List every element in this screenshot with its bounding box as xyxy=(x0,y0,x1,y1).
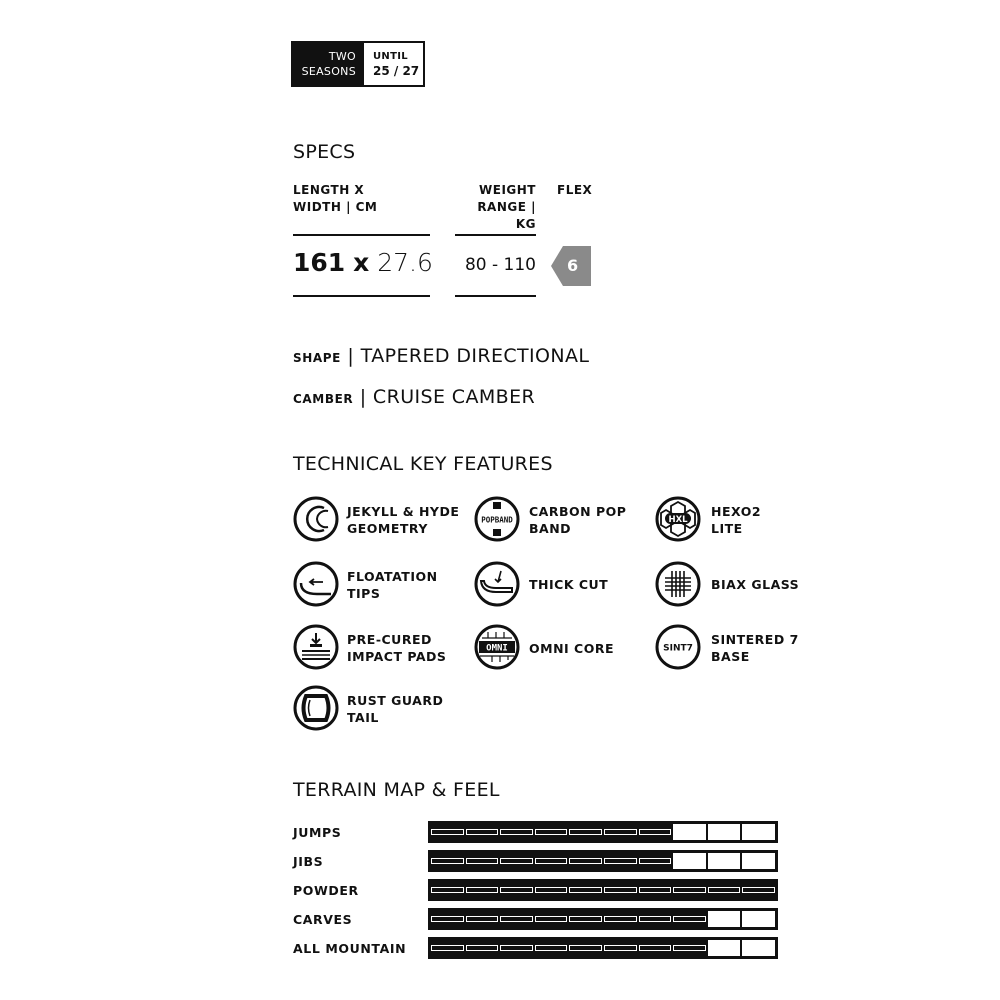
terrain-label-jumps: JUMPS xyxy=(293,825,342,840)
feature-line2: BASE xyxy=(711,649,750,664)
terrain-segment-filled xyxy=(673,882,706,898)
thick-cut-icon xyxy=(474,561,520,607)
weight-bottom-rule xyxy=(455,295,536,297)
flex-badge xyxy=(551,246,591,286)
sintered-base-icon xyxy=(655,624,701,670)
feature-line1: JEKYLL & HYDE xyxy=(347,504,460,519)
badge-line2: SEASONS xyxy=(301,65,356,78)
terrain-segment-empty xyxy=(708,824,741,840)
width-value: 27.6 xyxy=(377,248,433,277)
terrain-segment-empty xyxy=(708,911,741,927)
omni-icon-text: OMNI xyxy=(486,643,508,654)
badge-line1: TWO xyxy=(328,50,356,63)
terrain-segment-filled xyxy=(500,824,533,840)
feature-line1: CARBON POP xyxy=(529,504,627,519)
terrain-segment-filled xyxy=(431,911,464,927)
feature-rust-guard xyxy=(347,692,443,726)
flex-value: 6 xyxy=(567,256,579,275)
terrain-segment-filled xyxy=(673,911,706,927)
terrain-segment-filled xyxy=(535,853,568,869)
specs-title: SPECS xyxy=(293,141,356,163)
features-title: TECHNICAL KEY FEATURES xyxy=(293,453,553,475)
floatation-tips-icon xyxy=(293,561,339,607)
terrain-segment-filled xyxy=(466,853,499,869)
badge-until xyxy=(364,43,423,85)
jekyll-hyde-icon xyxy=(293,496,339,542)
size-label xyxy=(293,182,377,216)
terrain-segment-filled xyxy=(604,911,637,927)
feature-sintered-base xyxy=(711,631,799,665)
terrain-segment-empty xyxy=(742,824,775,840)
feature-hexo2-lite xyxy=(711,503,761,537)
terrain-segment-filled xyxy=(708,882,741,898)
weight-label-line2: RANGE | KG xyxy=(477,200,536,231)
feature-line2: TAIL xyxy=(347,710,379,725)
weight-label xyxy=(455,182,536,233)
feature-line2: BAND xyxy=(529,521,572,536)
size-value xyxy=(293,248,433,277)
terrain-segment-filled xyxy=(639,853,672,869)
biax-glass-icon xyxy=(655,561,701,607)
terrain-segment-filled xyxy=(466,940,499,956)
feature-line2: LITE xyxy=(711,521,743,536)
feature-line1: SINTERED 7 xyxy=(711,632,799,647)
terrain-segment-filled xyxy=(673,940,706,956)
feature-line1: FLOATATION xyxy=(347,569,438,584)
terrain-segment-filled xyxy=(639,911,672,927)
season-badge xyxy=(291,41,425,87)
weight-top-rule xyxy=(455,234,536,236)
terrain-segment-empty xyxy=(742,853,775,869)
feature-line1: RUST GUARD xyxy=(347,693,444,708)
terrain-segment-empty xyxy=(673,824,706,840)
badge-until-label: UNTIL xyxy=(373,51,408,62)
weight-label-line1: WEIGHT xyxy=(479,183,536,197)
camber-label: CAMBER xyxy=(293,392,354,406)
hexo2-icon-text: HXL xyxy=(668,514,688,525)
size-label-line2: WIDTH | CM xyxy=(293,200,378,214)
terrain-segment-filled xyxy=(604,824,637,840)
terrain-segment-filled xyxy=(431,824,464,840)
shape-row xyxy=(293,345,589,367)
terrain-segment-empty xyxy=(742,940,775,956)
terrain-segment-filled xyxy=(604,940,637,956)
size-top-rule xyxy=(293,234,430,236)
terrain-segment-filled xyxy=(604,882,637,898)
badge-two-seasons xyxy=(293,43,364,85)
terrain-label-powder: POWDER xyxy=(293,883,359,898)
terrain-segment-filled xyxy=(431,882,464,898)
terrain-segment-filled xyxy=(639,824,672,840)
camber-row xyxy=(293,386,535,408)
terrain-segment-filled xyxy=(431,853,464,869)
feature-line1: OMNI CORE xyxy=(529,641,614,656)
feature-line1: BIAX GLASS xyxy=(711,577,800,592)
terrain-segment-empty xyxy=(708,853,741,869)
feature-line2: IMPACT PADS xyxy=(347,649,447,664)
sint7-icon-text: SINT7 xyxy=(663,643,693,654)
terrain-segment-filled xyxy=(535,911,568,927)
terrain-segment-filled xyxy=(466,824,499,840)
feature-line1: THICK CUT xyxy=(529,577,609,592)
feature-biax-glass xyxy=(711,576,799,593)
terrain-label-all-mountain: ALL MOUNTAIN xyxy=(293,941,407,956)
terrain-segment-filled xyxy=(569,824,602,840)
popband-icon-text: POPBAND xyxy=(481,515,513,525)
camber-value: | CRUISE CAMBER xyxy=(359,386,536,408)
feature-line1: PRE-CURED xyxy=(347,632,432,647)
terrain-segment-filled xyxy=(742,882,775,898)
shape-value: | TAPERED DIRECTIONAL xyxy=(347,345,590,367)
terrain-segment-filled xyxy=(500,853,533,869)
terrain-segment-filled xyxy=(535,882,568,898)
terrain-segment-filled xyxy=(466,911,499,927)
impact-pads-icon xyxy=(293,624,339,670)
feature-line2: GEOMETRY xyxy=(347,521,428,536)
terrain-segment-filled xyxy=(604,853,637,869)
terrain-bar-powder xyxy=(428,879,778,901)
terrain-bar-jumps xyxy=(428,821,778,843)
feature-omni-core xyxy=(529,640,614,657)
terrain-segment-empty xyxy=(673,853,706,869)
terrain-segment-filled xyxy=(535,940,568,956)
terrain-segment-filled xyxy=(569,853,602,869)
terrain-label-carves: CARVES xyxy=(293,912,353,927)
feature-jekyll-hyde xyxy=(347,503,459,537)
size-label-line1: LENGTH X xyxy=(293,183,365,197)
shape-label: SHAPE xyxy=(293,351,341,365)
terrain-segment-filled xyxy=(500,911,533,927)
weight-range-value: 80 - 110 xyxy=(464,255,536,275)
feature-line1: HEXO2 xyxy=(711,504,762,519)
terrain-segment-filled xyxy=(569,940,602,956)
length-value: 161 xyxy=(293,248,346,277)
flex-label: FLEX xyxy=(557,183,593,197)
terrain-label-jibs: JIBS xyxy=(293,854,324,869)
terrain-title: TERRAIN MAP & FEEL xyxy=(293,779,500,801)
hexo2-icon xyxy=(655,496,701,542)
terrain-segment-filled xyxy=(431,940,464,956)
terrain-bar-carves xyxy=(428,908,778,930)
terrain-segment-filled xyxy=(639,882,672,898)
terrain-segment-filled xyxy=(466,882,499,898)
badge-years: 25 / 27 xyxy=(373,64,420,78)
feature-floatation-tips xyxy=(347,568,438,602)
terrain-segment-filled xyxy=(500,882,533,898)
feature-carbon-pop-band xyxy=(529,503,626,537)
omni-core-icon xyxy=(474,624,520,670)
terrain-segment-empty xyxy=(742,911,775,927)
terrain-bar-jibs xyxy=(428,850,778,872)
size-bottom-rule xyxy=(293,295,430,297)
terrain-segment-empty xyxy=(708,940,741,956)
terrain-bar-all-mountain xyxy=(428,937,778,959)
feature-line2: TIPS xyxy=(347,586,381,601)
terrain-segment-filled xyxy=(535,824,568,840)
terrain-segment-filled xyxy=(500,940,533,956)
terrain-segment-filled xyxy=(569,911,602,927)
feature-thick-cut xyxy=(529,576,608,593)
popband-icon xyxy=(474,496,520,542)
size-separator: x xyxy=(353,248,370,277)
rust-guard-icon xyxy=(293,685,339,731)
terrain-segment-filled xyxy=(569,882,602,898)
terrain-segment-filled xyxy=(639,940,672,956)
feature-impact-pads xyxy=(347,631,446,665)
